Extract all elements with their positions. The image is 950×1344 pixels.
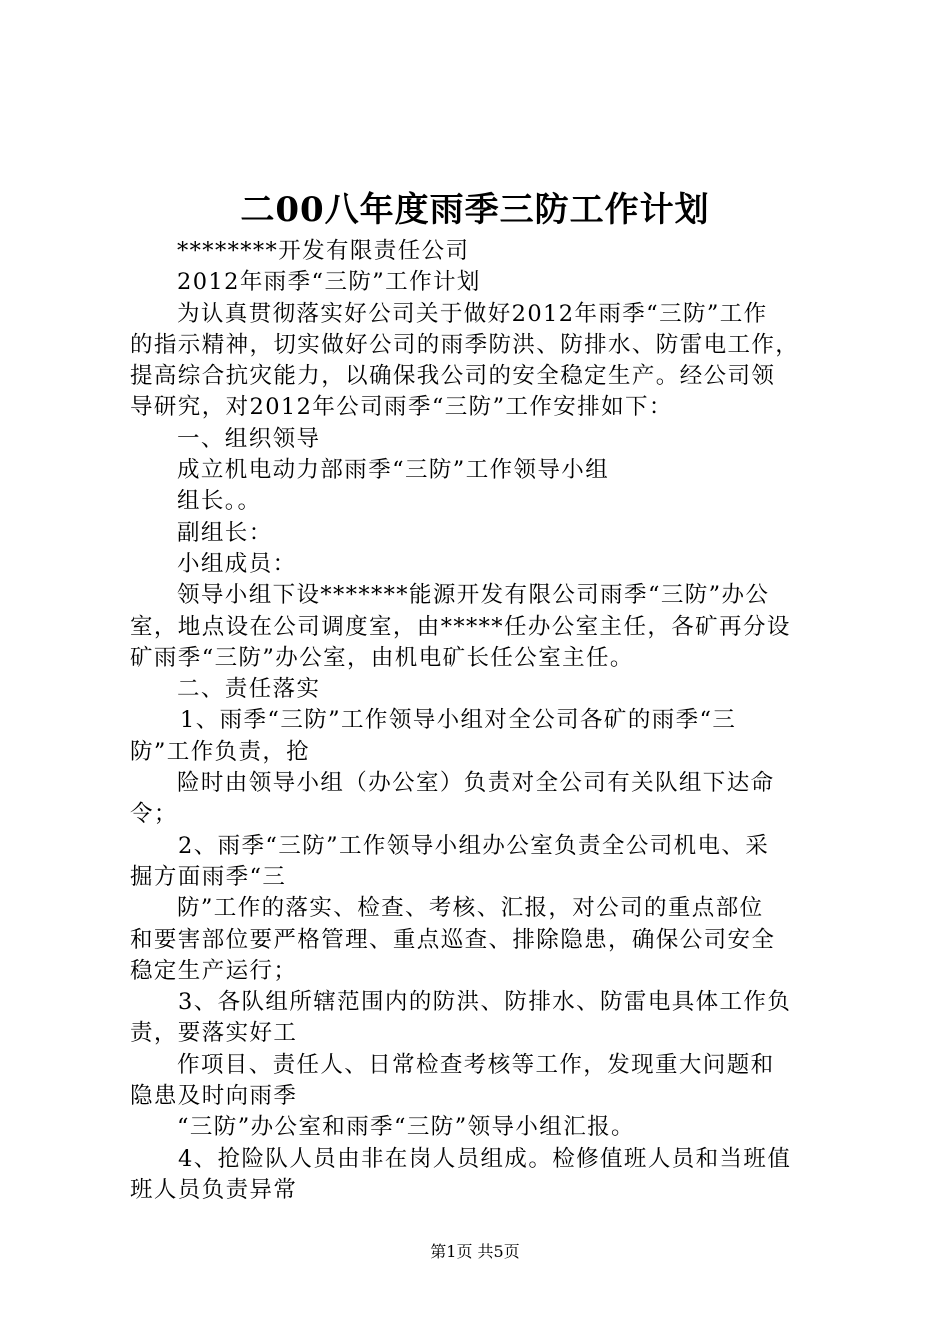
paragraph-line: 矿雨季“三防”办公室，由机电矿长任公室主任。 bbox=[130, 644, 634, 671]
paragraph-line: 领导小组下设*******能源开发有限公司雨季“三防”办公 bbox=[177, 582, 770, 609]
document-title: 二00八年度雨季三防工作计划 bbox=[240, 190, 710, 230]
list-item-line: “三防”办公室和雨季“三防”领导小组汇报。 bbox=[177, 1114, 635, 1141]
plan-subtitle-line: 2012年雨季“三防”工作计划 bbox=[177, 269, 481, 296]
paragraph-line: 小组成员： bbox=[177, 550, 297, 577]
list-item-line: 令； bbox=[130, 801, 178, 828]
list-item-line: 1、雨季“三防”工作领导小组对全公司各矿的雨季“三 bbox=[180, 707, 737, 734]
document-body bbox=[130, 236, 834, 1206]
list-item-line: 防”工作的落实、检查、考核、汇报，对公司的重点部位 bbox=[177, 895, 764, 922]
company-name-line: ********开发有限责任公司 bbox=[177, 238, 470, 264]
paragraph-line: 室，地点设在公司调度室，由*****任办公室主任，各矿再分设 bbox=[130, 613, 791, 640]
paragraph-line: 为认真贯彻落实好公司关于做好2012年雨季“三防”工作 bbox=[177, 300, 768, 327]
list-item-line: 4、抢险队人员由非在岗人员组成。检修值班人员和当班值 bbox=[178, 1145, 792, 1172]
list-item-line: 作项目、责任人、日常检查考核等工作，发现重大问题和 bbox=[177, 1051, 775, 1078]
paragraph-line: 提高综合抗灾能力，以确保我公司的安全稳定生产。经公司领 bbox=[130, 363, 776, 390]
page-footer: 第1页 共5页 bbox=[430, 1242, 520, 1261]
list-item-line: 隐患及时向雨季 bbox=[130, 1083, 298, 1110]
list-item-line: 2、雨季“三防”工作领导小组办公室负责全公司机电、采 bbox=[178, 832, 770, 859]
list-item-line: 稳定生产运行； bbox=[130, 957, 298, 984]
list-item-line: 防”工作负责，抢 bbox=[130, 738, 311, 765]
list-item-line: 责，要落实好工 bbox=[130, 1020, 298, 1047]
paragraph-line: 副组长： bbox=[177, 519, 273, 546]
list-item-line: 班人员负责异常 bbox=[130, 1176, 298, 1203]
list-item-line: 3、各队组所辖范围内的防洪、防排水、防雷电具体工作负 bbox=[178, 989, 792, 1016]
paragraph-line: 成立机电动力部雨季“三防”工作领导小组 bbox=[177, 457, 610, 484]
list-item-line: 险时由领导小组（办公室）负责对全公司有关队组下达命 bbox=[177, 770, 775, 797]
paragraph-line: 的指示精神，切实做好公司的雨季防洪、防排水、防雷电工作， bbox=[130, 331, 800, 358]
section-heading: 二、责任落实 bbox=[177, 676, 321, 703]
section-heading: 一、组织领导 bbox=[177, 425, 321, 452]
paragraph-line: 导研究，对2012年公司雨季“三防”工作安排如下： bbox=[130, 394, 673, 421]
paragraph-line: 组长。。 bbox=[177, 488, 262, 515]
list-item-line: 掘方面雨季“三 bbox=[130, 863, 287, 890]
list-item-line: 和要害部位要严格管理、重点巡查、排除隐患，确保公司安全 bbox=[130, 926, 776, 953]
